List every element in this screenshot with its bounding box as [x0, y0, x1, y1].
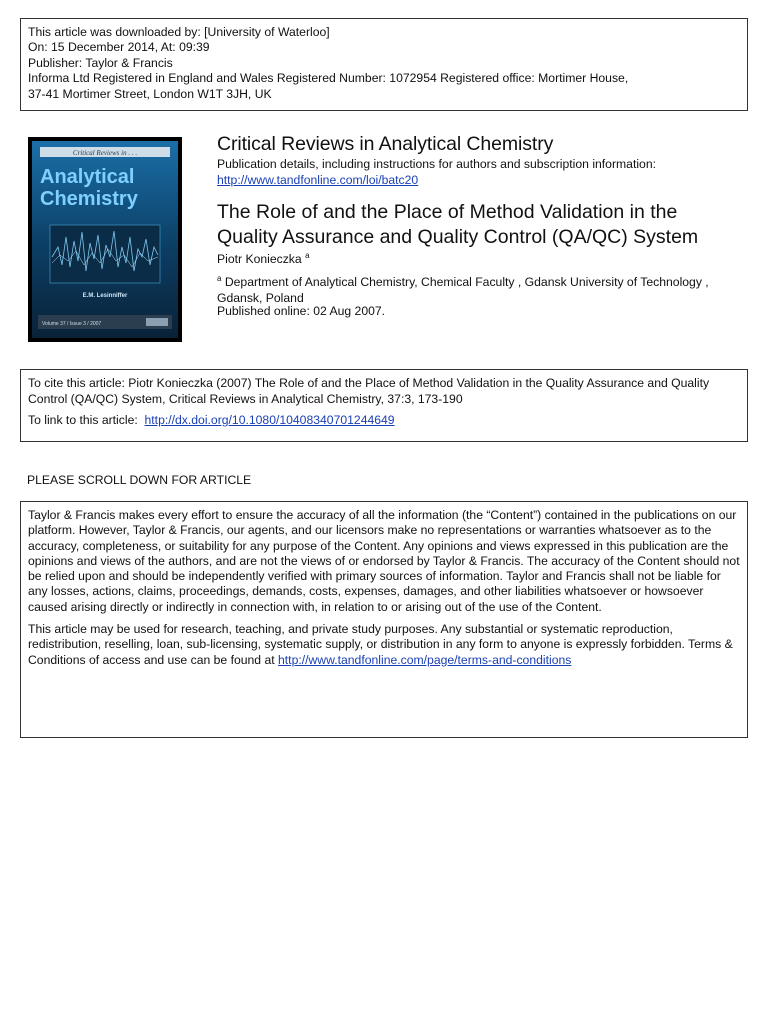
download-line-registration: Informa Ltd Registered in England and Wales Registered Number: 1072954 Registered office: Mortimer House,	[28, 71, 629, 86]
article-title: The Role of and the Place of Method Validation in the Quality Assurance and Quality Control (QA/QC) System	[217, 201, 699, 248]
download-line-publisher: Publisher: Taylor & Francis	[28, 55, 173, 70]
journal-title: Critical Reviews in Analytical Chemistry	[217, 133, 554, 155]
download-line-date: On: 15 December 2014, At: 09:39	[28, 40, 210, 55]
published-online-date: Published online: 02 Aug 2007.	[217, 304, 386, 318]
author-name: Piotr Konieczka	[217, 252, 302, 267]
publication-details-text: Publication details, including instructions for authors and subscription information:	[217, 157, 656, 171]
journal-url-link[interactable]: http://www.tandfonline.com/loi/batc20	[217, 172, 419, 187]
terms-usage-paragraph	[28, 622, 740, 668]
citation-box	[20, 369, 748, 442]
terms-box	[20, 501, 748, 738]
journal-cover-image	[28, 137, 182, 342]
scroll-down-notice: PLEASE SCROLL DOWN FOR ARTICLE	[27, 473, 252, 487]
cover-title-line2: Chemistry	[40, 188, 138, 210]
download-line-institution: This article was downloaded by: [University of Waterloo]	[28, 25, 330, 39]
cover-editor: E.M. Lesinniffer	[82, 293, 128, 299]
author-affiliation-mark: a	[305, 251, 310, 260]
cover-top-banner: Critical Reviews in . . .	[72, 149, 138, 157]
cover-title-line1: Analytical	[40, 166, 135, 188]
affiliation-text: Department of Analytical Chemistry, Chemical Faculty , Gdansk University of Technology , Gdansk, Poland	[217, 275, 709, 305]
terms-usage-text: This article may be used for research, teaching, and private study purposes. Any substantial or systematic reproduction, redistribution, reselling, loan, sub-licensing, systematic supply, or distribution in any form to anyone is expressly forbidden. Terms & Conditions of access and use can be found at	[28, 622, 733, 667]
doi-link[interactable]: http://dx.doi.org/10.1080/10408340701244649	[144, 413, 395, 427]
article-link-label: To link to this article:	[28, 413, 138, 427]
author-affiliation	[217, 271, 742, 306]
publication-details	[217, 157, 656, 188]
cover-waveform-graphic	[50, 225, 160, 283]
download-info-box	[20, 18, 748, 111]
journal-cover-art	[28, 137, 182, 342]
article-author	[217, 251, 310, 266]
article-link-line	[28, 413, 740, 429]
citation-text: To cite this article: Piotr Konieczka (2007) The Role of and the Place of Method Validation in the Quality Assurance and Quality Control (QA/QC) System, Critical Reviews in Analytical Chemistry, 37:3, 173-190	[28, 376, 710, 406]
download-line-address: 37-41 Mortimer Street, London W1T 3JH, UK	[28, 86, 272, 101]
terms-disclaimer-paragraph: Taylor & Francis makes every effort to ensure the accuracy of all the information (the “Content”) contained in the publications on our platform. However, Taylor & Francis, our agents, and our licensors make no representations or warranties whatsoever as to the accuracy, completeness, or suitability for any purpose of the Content. Any opinions and views expressed in this publication are the opinions and views of the authors, and are not the views of or endorsed by Taylor & Francis. The accuracy of the Content should not be relied upon and should be independently verified with primary sources of information. Taylor and Francis shall not be liable for any losses, actions, claims, proceedings, demands, costs, expenses, damages, and other liabilities whatsoever or howsoever caused arising directly or indirectly in connection with, in relation to or arising out of the use of the Content.	[28, 508, 740, 614]
cover-volume-bar: Volume 37 / Issue 3 / 2007	[42, 321, 102, 327]
terms-conditions-link[interactable]: http://www.tandfonline.com/page/terms-and-conditions	[278, 652, 572, 667]
affiliation-mark: a	[217, 274, 222, 283]
